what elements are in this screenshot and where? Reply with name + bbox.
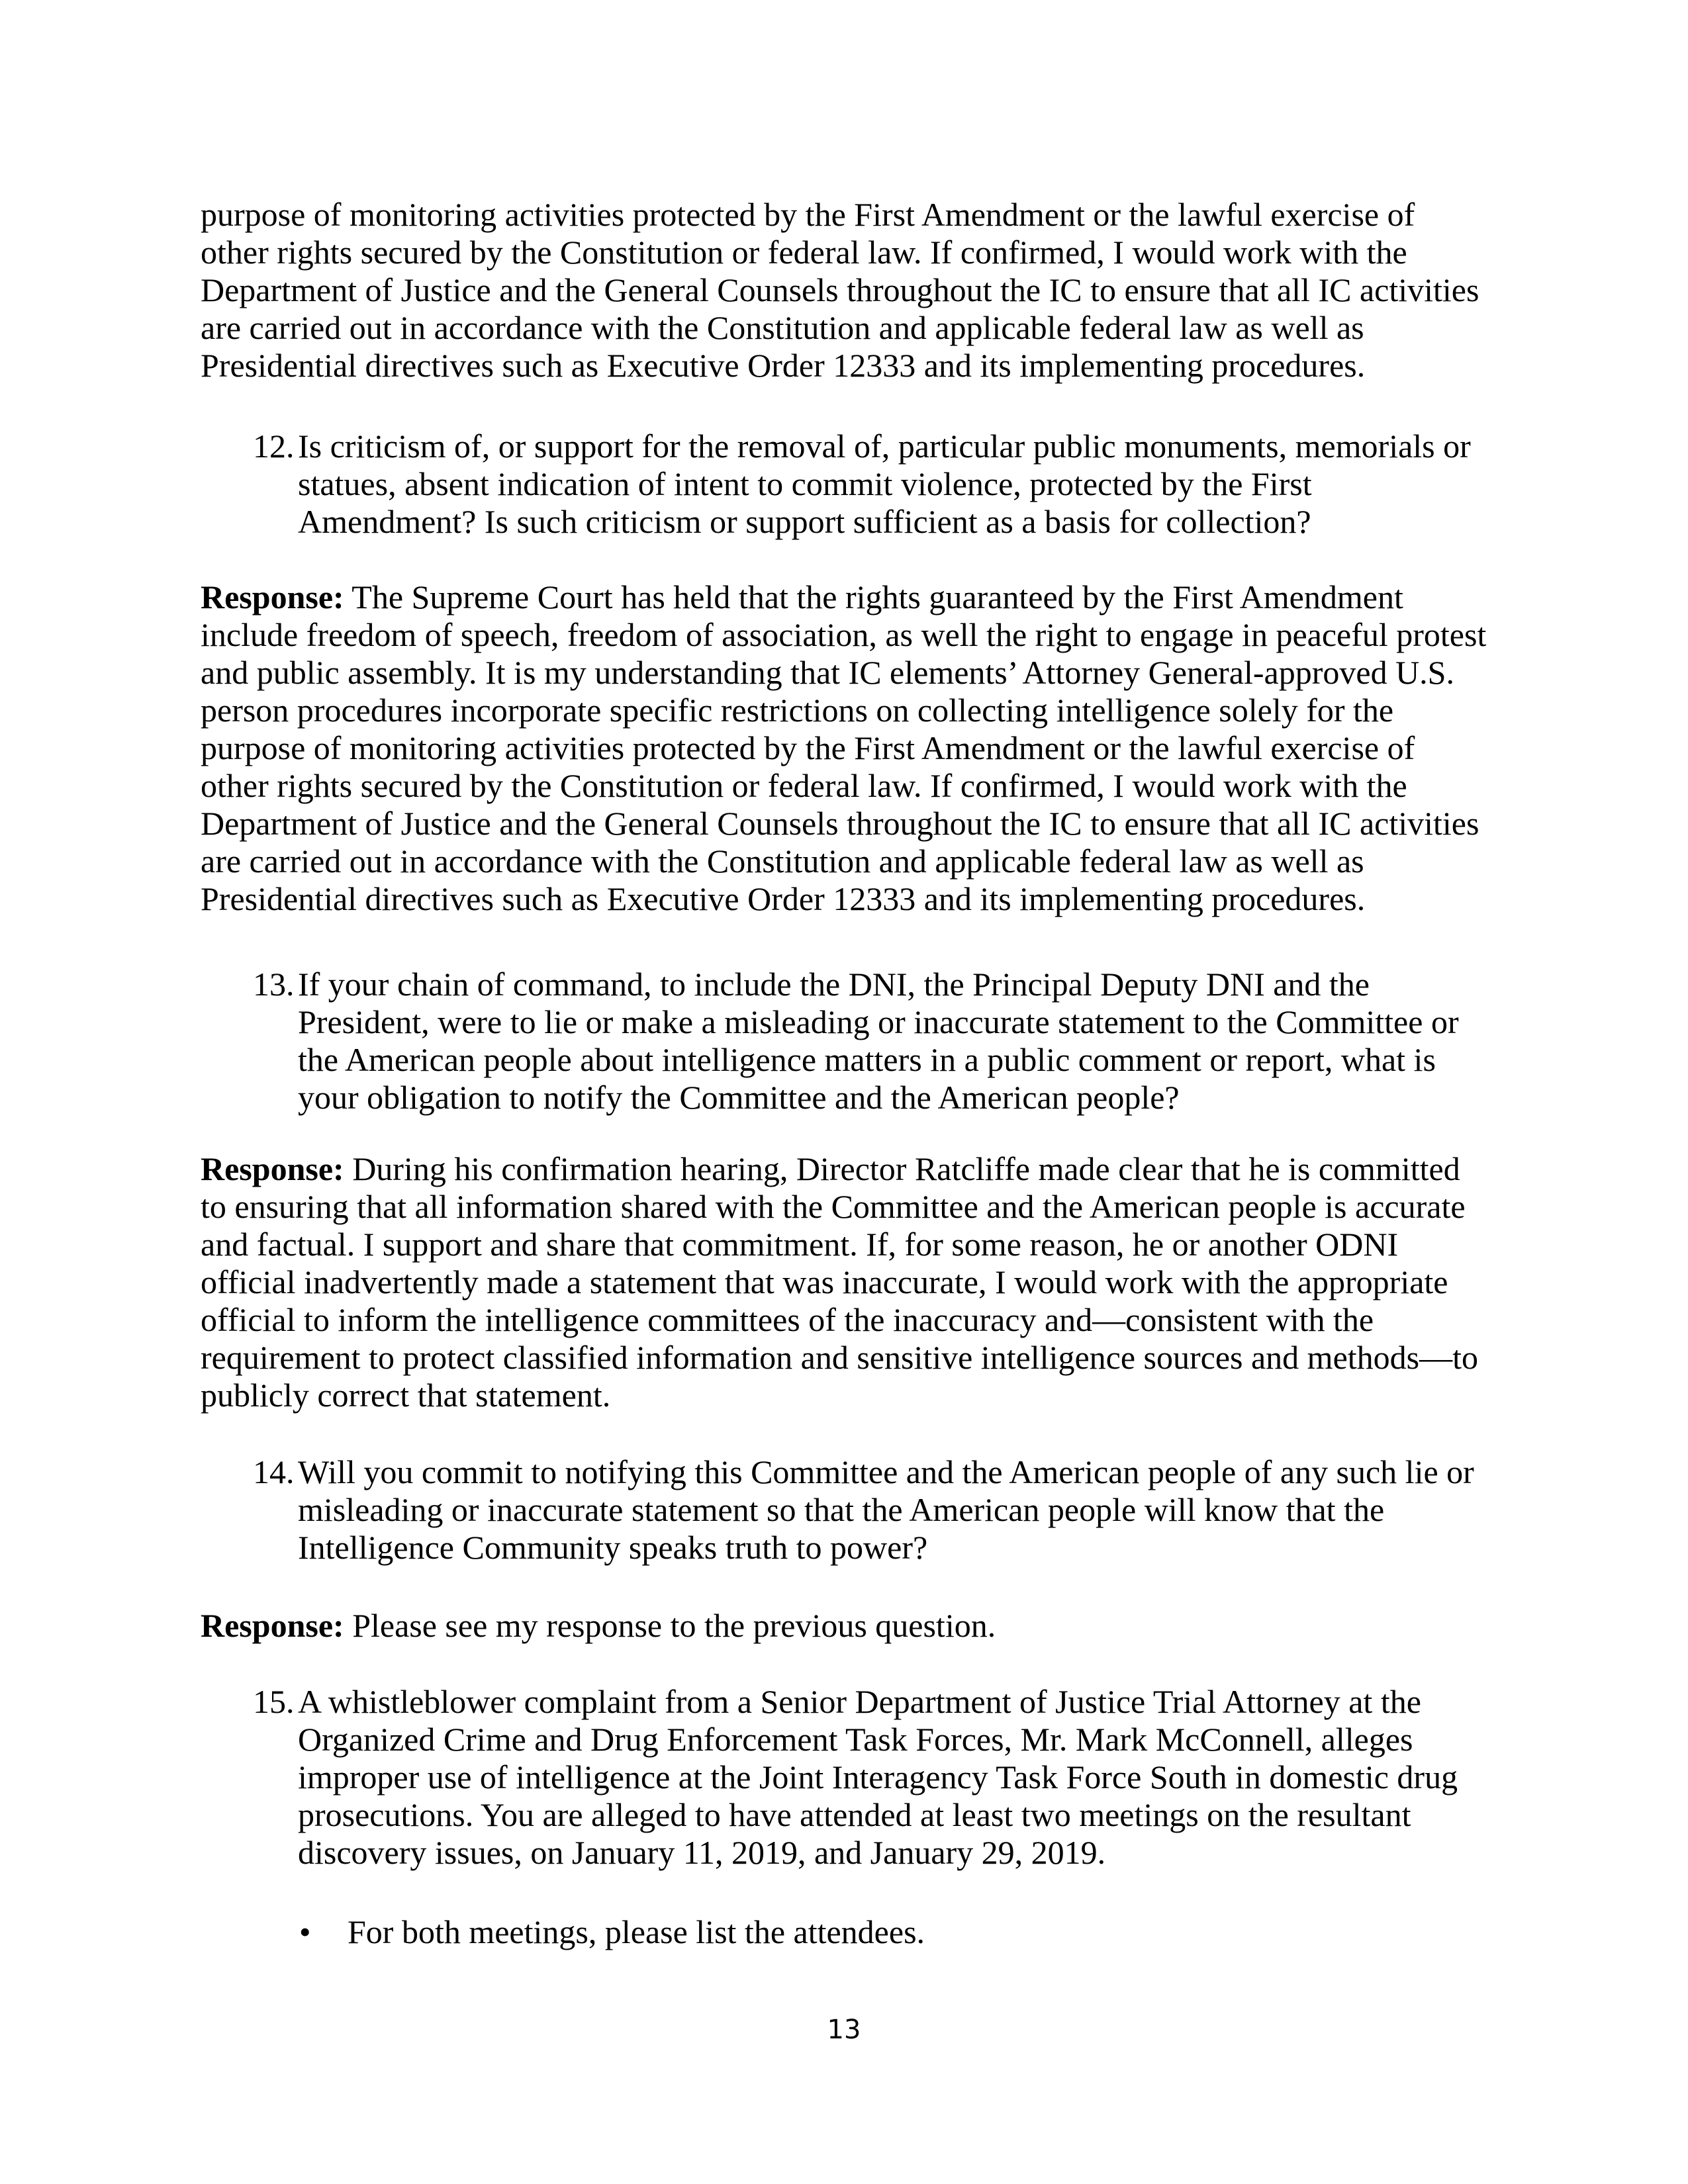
question-line: discovery issues, on January 11, 2019, and January 29, 2019. xyxy=(298,1834,1106,1871)
response-line: requirement to protect classified information and sensitive intelligence sources and methods—to xyxy=(201,1339,1479,1376)
question-12 xyxy=(253,428,1511,541)
paragraph-line: Department of Justice and the General Counsels throughout the IC to ensure that all IC activities xyxy=(201,271,1479,308)
question-line: the American people about intelligence matters in a public comment or report, what is xyxy=(298,1041,1436,1078)
response-line: Department of Justice and the General Counsels throughout the IC to ensure that all IC activities xyxy=(201,805,1479,842)
response-first-line xyxy=(201,1607,996,1645)
response-12 xyxy=(201,578,1486,918)
question-number: 13. xyxy=(253,966,295,1003)
response-line: official inadvertently made a statement that was inaccurate, I would work with the appropriate xyxy=(201,1263,1448,1300)
question-line: Is criticism of, or support for the removal of, particular public monuments, memorials or xyxy=(298,428,1471,465)
paragraph-line: other rights secured by the Constitution or federal law. If confirmed, I would work with the xyxy=(201,234,1407,271)
response-label: Response: xyxy=(201,1607,344,1644)
question-line: statues, absent indication of intent to commit violence, protected by the First xyxy=(298,465,1312,502)
response-line: publicly correct that statement. xyxy=(201,1377,611,1414)
question-text xyxy=(298,1453,1474,1567)
response-text: The Supreme Court has held that the rights guaranteed by the First Amendment xyxy=(344,578,1403,615)
paragraph-line: purpose of monitoring activities protected by the First Amendment or the lawful exercise of xyxy=(201,196,1415,233)
question-line: Intelligence Community speaks truth to power? xyxy=(298,1529,928,1566)
response-line: purpose of monitoring activities protected by the First Amendment or the lawful exercise of xyxy=(201,729,1415,766)
question-line: misleading or inaccurate statement so that the American people will know that the xyxy=(298,1491,1385,1528)
response-text: Please see my response to the previous question. xyxy=(344,1607,996,1644)
response-line: and public assembly. It is my understanding that IC elements’ Attorney General-approved U.S. xyxy=(201,654,1454,691)
question-text xyxy=(298,428,1471,541)
question-number: 15. xyxy=(253,1683,295,1720)
question-line: President, were to lie or make a misleading or inaccurate statement to the Committee or xyxy=(298,1003,1459,1040)
question-line: Amendment? Is such criticism or support sufficient as a basis for collection? xyxy=(298,503,1311,540)
question-line: If your chain of command, to include the DNI, the Principal Deputy DNI and the xyxy=(298,966,1370,1003)
response-line: are carried out in accordance with the Constitution and applicable federal law as well as xyxy=(201,842,1364,880)
response-line: Presidential directives such as Executive Order 12333 and its implementing procedures. xyxy=(201,880,1366,917)
response-line: other rights secured by the Constitution or federal law. If confirmed, I would work with the xyxy=(201,767,1407,804)
bullet-icon: • xyxy=(299,1913,311,1950)
question-line: Will you commit to notifying this Committee and the American people of any such lie or xyxy=(298,1453,1474,1490)
question-text xyxy=(298,1683,1458,1872)
response-first-line xyxy=(201,578,1486,616)
question-line: improper use of intelligence at the Joint Interagency Task Force South in domestic drug xyxy=(298,1758,1458,1796)
paragraph-line: are carried out in accordance with the Constitution and applicable federal law as well as xyxy=(201,309,1364,346)
question-line: prosecutions. You are alleged to have attended at least two meetings on the resultant xyxy=(298,1796,1411,1833)
question-text xyxy=(298,966,1459,1116)
question-number: 14. xyxy=(253,1453,295,1490)
response-13 xyxy=(201,1150,1478,1414)
response-first-line xyxy=(201,1150,1478,1188)
bullet-text: For both meetings, please list the attendees. xyxy=(348,1913,925,1950)
response-line: official to inform the intelligence committees of the inaccuracy and—consistent with the xyxy=(201,1301,1374,1338)
paragraph-line: Presidential directives such as Executive Order 12333 and its implementing procedures. xyxy=(201,347,1366,384)
response-text: During his confirmation hearing, Director Ratcliffe made clear that he is committed xyxy=(344,1150,1460,1187)
question-line: Organized Crime and Drug Enforcement Task Forces, Mr. Mark McConnell, alleges xyxy=(298,1721,1413,1758)
page-number: 13 xyxy=(827,2015,861,2045)
response-14 xyxy=(201,1607,996,1645)
question-line: A whistleblower complaint from a Senior Department of Justice Trial Attorney at the xyxy=(298,1683,1421,1720)
question-number: 12. xyxy=(253,428,295,465)
question-15 xyxy=(253,1683,1511,1872)
response-label: Response: xyxy=(201,1150,344,1187)
question-14 xyxy=(253,1453,1511,1567)
response-line: to ensuring that all information shared with the Committee and the American people is accurate xyxy=(201,1188,1466,1225)
continuation-paragraph xyxy=(201,196,1479,385)
response-line: and factual. I support and share that commitment. If, for some reason, he or another ODNI xyxy=(201,1226,1399,1263)
response-label: Response: xyxy=(201,578,344,615)
question-line: your obligation to notify the Committee and the American people? xyxy=(298,1079,1180,1116)
question-13 xyxy=(253,966,1511,1116)
response-line: include freedom of speech, freedom of association, as well the right to engage in peaceful protest xyxy=(201,616,1487,653)
response-line: person procedures incorporate specific restrictions on collecting intelligence solely for the xyxy=(201,692,1394,729)
bullet-item xyxy=(299,1913,1292,1951)
